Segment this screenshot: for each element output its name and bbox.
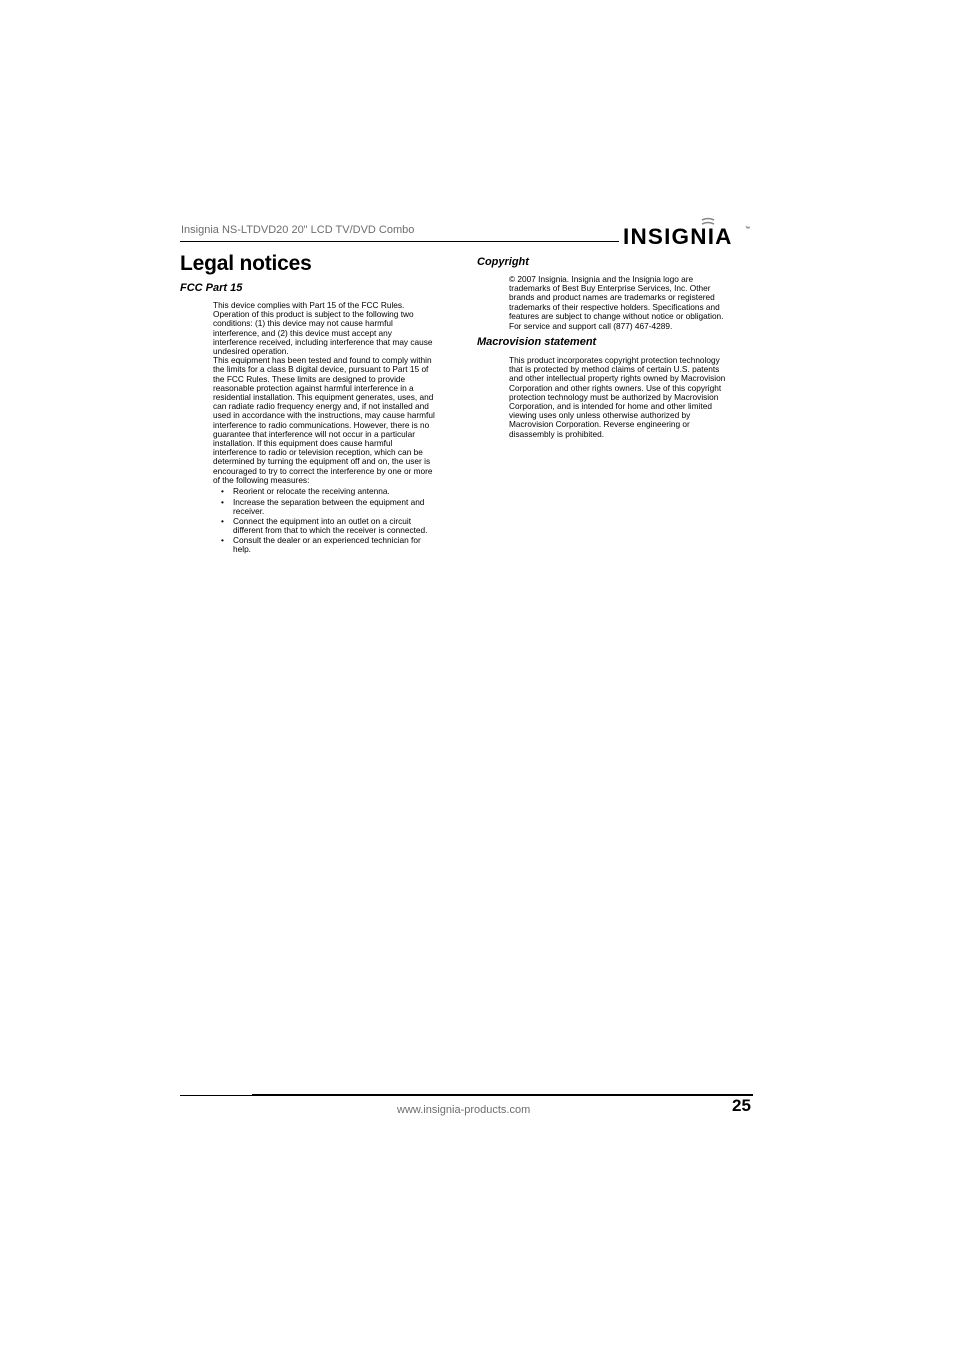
text-line: guarantee that interference will not occur in a particular [213, 428, 416, 439]
text-line: receiver. [233, 506, 265, 517]
text-line: Macrovision Corporation. Reverse engineering or [509, 419, 690, 430]
text-line: Reorient or relocate the receiving antenna. [233, 486, 390, 496]
text-line: used in accordance with the instructions, may cause harmful [213, 410, 435, 421]
logo-trademark: ™ [745, 226, 750, 232]
text-line: Increase the separation between the equipment and [233, 497, 425, 507]
text-line: interference to radio communications. However, there is no [213, 419, 430, 430]
text-line: the FCC Rules. These limits are designed to provide [213, 373, 406, 384]
text-line: This equipment has been tested and found to comply within [213, 355, 432, 366]
text-line: that is protected by method claims of certain U.S. patents [509, 364, 720, 375]
insignia-logo [622, 217, 752, 251]
text-line: viewing uses only unless otherwise authorized by [509, 410, 691, 421]
text-line: help. [233, 544, 251, 555]
text-line: undesired operation. [213, 346, 289, 357]
fcc-body [213, 301, 463, 485]
text-line: Connect the equipment into an outlet on a circuit [233, 516, 412, 526]
text-line: Corporation, and is intended for home and other limited [509, 401, 712, 412]
list-item-text [233, 536, 463, 554]
text-line: protection technology must be authorized by Macrovision [509, 391, 719, 402]
text-line: reasonable protection against harmful interference in a [213, 382, 414, 393]
text-line: interference received, including interference that may cause [213, 336, 433, 347]
text-line: Corporation and other rights owners. Use of this copyright [509, 382, 722, 393]
text-line: Consult the dealer or an experienced technician for [233, 535, 421, 545]
logo-wordmark: INSIGNIA [623, 224, 733, 249]
text-line: disassembly is prohibited. [509, 428, 604, 439]
text-line: This device complies with Part 15 of the FCC Rules. [213, 300, 405, 310]
footer-url: www.insignia-products.com [397, 1104, 531, 1116]
text-line: different from that to which the receiver is connected. [233, 525, 428, 536]
text-line: features are subject to change without notice or obligation. [509, 310, 724, 321]
text-line: and other intellectual property rights owned by Macrovision [509, 373, 726, 384]
text-line: installation. If this equipment does cause harmful [213, 438, 393, 449]
bullet-icon: • [221, 535, 224, 545]
text-line: This product incorporates copyright protection technology [509, 355, 720, 365]
fcc-paragraph-2 [213, 356, 463, 485]
macrovision-heading: Macrovision statement [477, 336, 597, 348]
copyright-paragraph [509, 275, 754, 321]
text-line: determined by turning the equipment off and on, the user is [213, 456, 431, 467]
text-line: residential installation. This equipment generates, uses, and [213, 392, 434, 403]
copyright-body [509, 275, 754, 331]
support-phone-paragraph [509, 322, 754, 331]
text-line: encouraged to try to correct the interference by one or more [213, 465, 433, 476]
text-line: the limits for a class B digital device, pursuant to Part 15 of [213, 364, 429, 375]
text-line: © 2007 Insignia. Insignia and the Insignia logo are [509, 274, 694, 284]
text-line: interference, and (2) this device must accept any [213, 327, 392, 338]
text-line: of the following measures: [213, 474, 310, 485]
bullet-icon: • [221, 516, 224, 526]
list-item-text [233, 487, 463, 496]
list-item-text [233, 498, 463, 516]
bullet-icon: • [221, 497, 224, 507]
macrovision-body [509, 356, 754, 439]
copyright-heading: Copyright [477, 256, 529, 268]
text-line: can radiate radio frequency energy and, if not installed and [213, 401, 429, 412]
page-number: 25 [732, 1096, 751, 1115]
footer-divider-accent [252, 1094, 753, 1096]
fcc-paragraph-1 [213, 301, 463, 356]
fcc-heading: FCC Part 15 [180, 282, 243, 294]
bullet-icon: • [221, 486, 224, 496]
text-line: interference to radio or television reception, which can be [213, 447, 423, 458]
text-line: trademarks of Best Buy Enterprise Services, Inc. Other [509, 283, 711, 294]
text-line: Operation of this product is subject to the following two [213, 309, 414, 320]
macrovision-paragraph [509, 356, 754, 439]
header-divider [180, 241, 619, 242]
text-line: brands and product names are trademarks or registered [509, 292, 715, 303]
text-line: conditions: (1) this device may not cause harmful [213, 318, 393, 329]
running-header-title: Insignia NS-LTDVD20 20" LCD TV/DVD Combo [181, 224, 415, 236]
text-line: For service and support call (877) 467-4289. [509, 321, 673, 332]
list-item-text [233, 517, 463, 535]
text-line: trademarks of their respective holders. Specifications and [509, 301, 720, 312]
page-title: Legal notices [180, 252, 312, 275]
